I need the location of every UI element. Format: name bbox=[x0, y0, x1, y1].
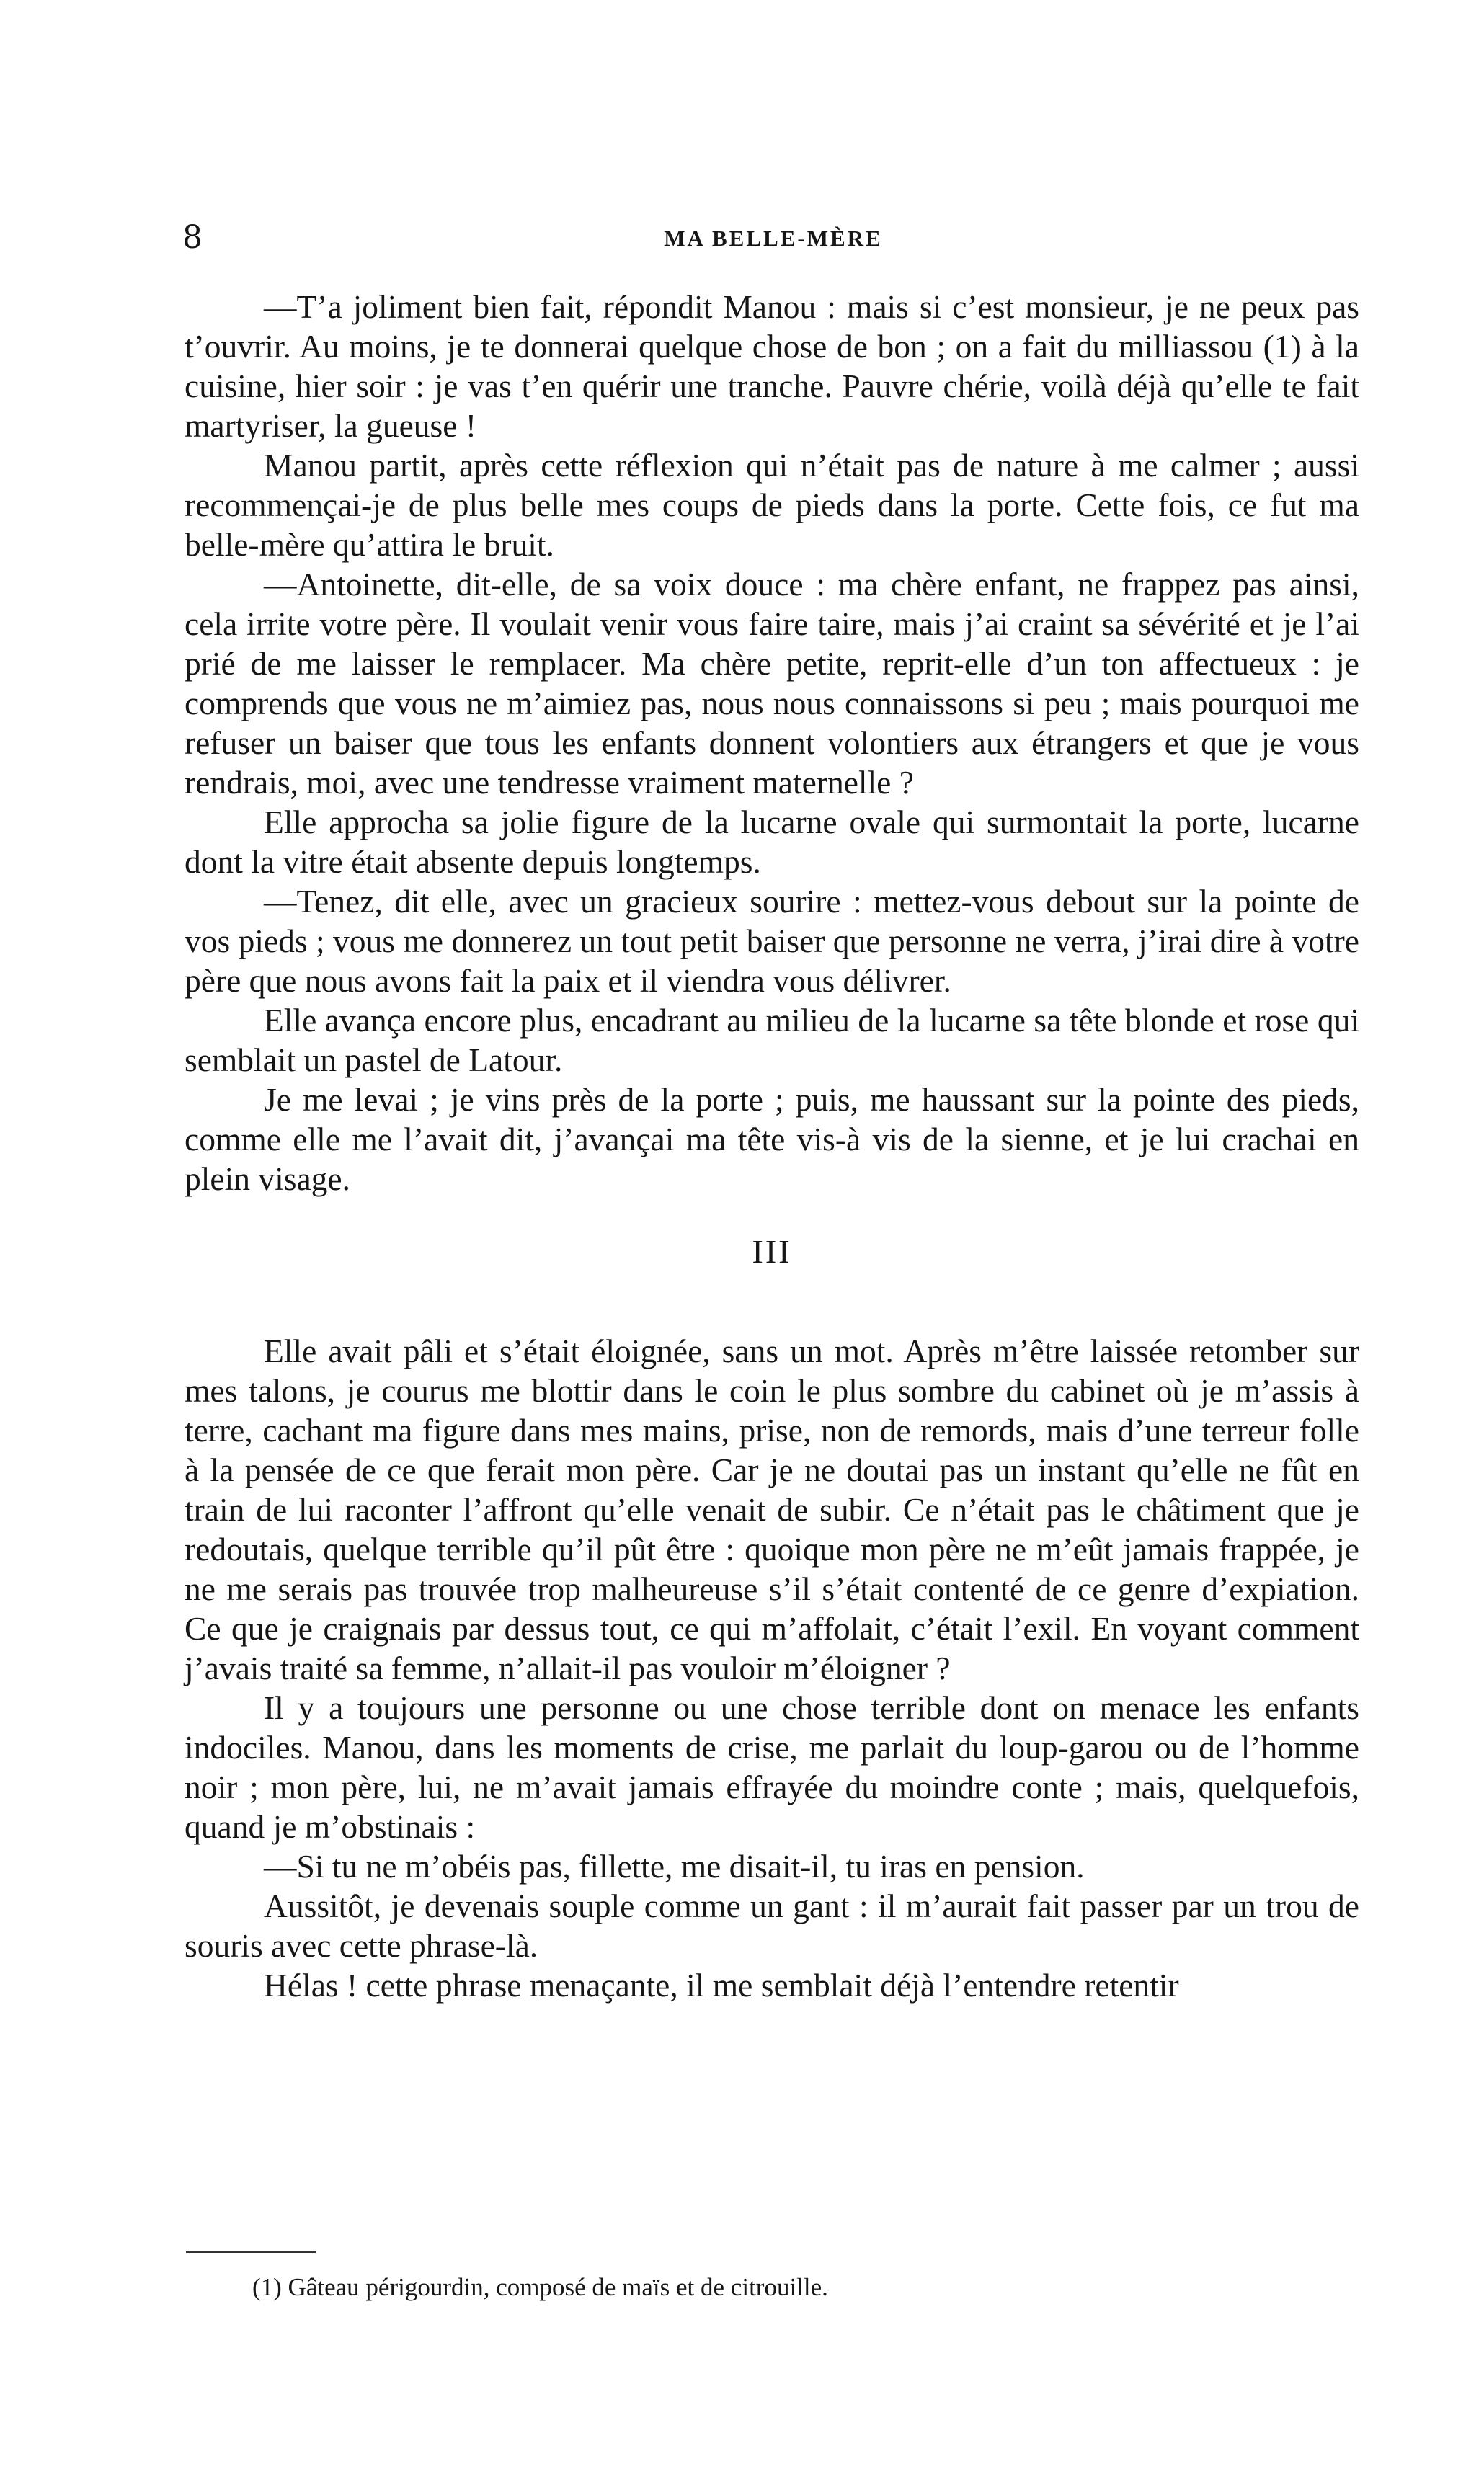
paragraph: Elle avait pâli et s’était éloignée, sans un mot. Après m’être laissée retomber sur mes talons, je courus me blottir dans le coin le plus sombre du cabinet où je m’assis à terre, cachant ma figure dans mes mains, prise, non de remords, mais d’une terreur folle à la pensée de ce que ferait mon père. Car je ne doutai pas un instant qu’elle ne fût en train de lui raconter l’affront qu’elle venait de subir. Ce n’était pas le châtiment que je redoutais, quelque terrible qu’il pût être : quoique mon père ne m’eût jamais frappée, je ne me serais pas trouvée trop malheureuse s’il s’était contenté de ce genre d’expiation. Ce que je craignais par dessus tout, ce qui m’affolait, c’était l’exil. En voyant comment j’avais traité sa femme, n’allait-il pas vouloir m’éloigner ? bbox=[185, 1333, 1359, 1686]
paragraph: Je me levai ; je vins près de la porte ; puis, me haussant sur la pointe des pieds, comme elle me l’avait dit, j’avançai ma tête vis-à vis de la sienne, et je lui crachai en plein visage. bbox=[185, 1081, 1359, 1197]
paragraph: —Si tu ne m’obéis pas, fillette, me disait-il, tu iras en pension. bbox=[264, 1848, 1085, 1885]
paragraph: Aussitôt, je devenais souple comme un gant : il m’aurait fait passer par un trou de souris avec cette phrase-là. bbox=[185, 1887, 1359, 1964]
paragraph: Hélas ! cette phrase menaçante, il me semblait déjà l’entendre retentir bbox=[264, 1967, 1179, 2004]
paragraph: Il y a toujours une personne ou une chose terrible dont on menace les enfants indociles. Manou, dans les moments de crise, me parlait du loup-garou ou de l’homme noir ; mon père, lui, ne m’avait jamais effrayée du moindre conte ; mais, quelquefois, quand je m’obstinais : bbox=[185, 1689, 1359, 1845]
paragraph: Elle approcha sa jolie figure de la lucarne ovale qui surmontait la porte, lucarne dont la vitre était absente depuis longtemps. bbox=[185, 804, 1359, 880]
running-title: MA BELLE-MÈRE bbox=[664, 226, 883, 251]
paragraph: —Tenez, dit elle, avec un gracieux sourire : mettez-vous debout sur la pointe de vos pieds ; vous me donnerez un tout petit baiser que personne ne verra, j’irai dire à votre père que nous avons fait la paix et il viendra vous délivrer. bbox=[185, 883, 1359, 999]
body-text bbox=[185, 287, 1359, 2005]
chapter-heading: III bbox=[752, 1233, 792, 1270]
footnote-divider bbox=[186, 2251, 316, 2253]
footnote: (1) Gâteau périgourdin, composé de maïs et de citrouille. bbox=[252, 2273, 828, 2301]
page-header bbox=[182, 216, 1364, 267]
paragraph: —T’a joliment bien fait, répondit Manou : mais si c’est monsieur, je ne peux pas t’ouvrir. Au moins, je te donnerai quelque chose de bon ; on a fait du milliassou (1) à la cuisine, hier soir : je vas t’en quérir une tranche. Pauvre chérie, voilà déjà qu’elle te fait martyriser, la gueuse ! bbox=[185, 288, 1359, 444]
paragraph: —Antoinette, dit-elle, de sa voix douce : ma chère enfant, ne frappez pas ainsi, cela irrite votre père. Il voulait venir vous faire taire, mais j’ai craint sa sévérité et je l’ai prié de me laisser le remplacer. Ma chère petite, reprit-elle d’un ton affectueux : je comprends que vous ne m’aimiez pas, nous nous connaissons si peu ; mais pourquoi me refuser un baiser que tous les enfants donnent volontiers aux étrangers et que je vous rendrais, moi, avec une tendresse vraiment maternelle ? bbox=[185, 566, 1359, 801]
paragraph: Manou partit, après cette réflexion qui n’était pas de nature à me calmer ; aussi recommençai-je de plus belle mes coups de pieds dans la porte. Cette fois, ce fut ma belle-mère qu’attira le bruit. bbox=[185, 447, 1359, 563]
page-number: 8 bbox=[182, 219, 203, 256]
paragraph: Elle avança encore plus, encadrant au milieu de la lucarne sa tête blonde et rose qui semblait un pastel de Latour. bbox=[185, 1002, 1359, 1078]
